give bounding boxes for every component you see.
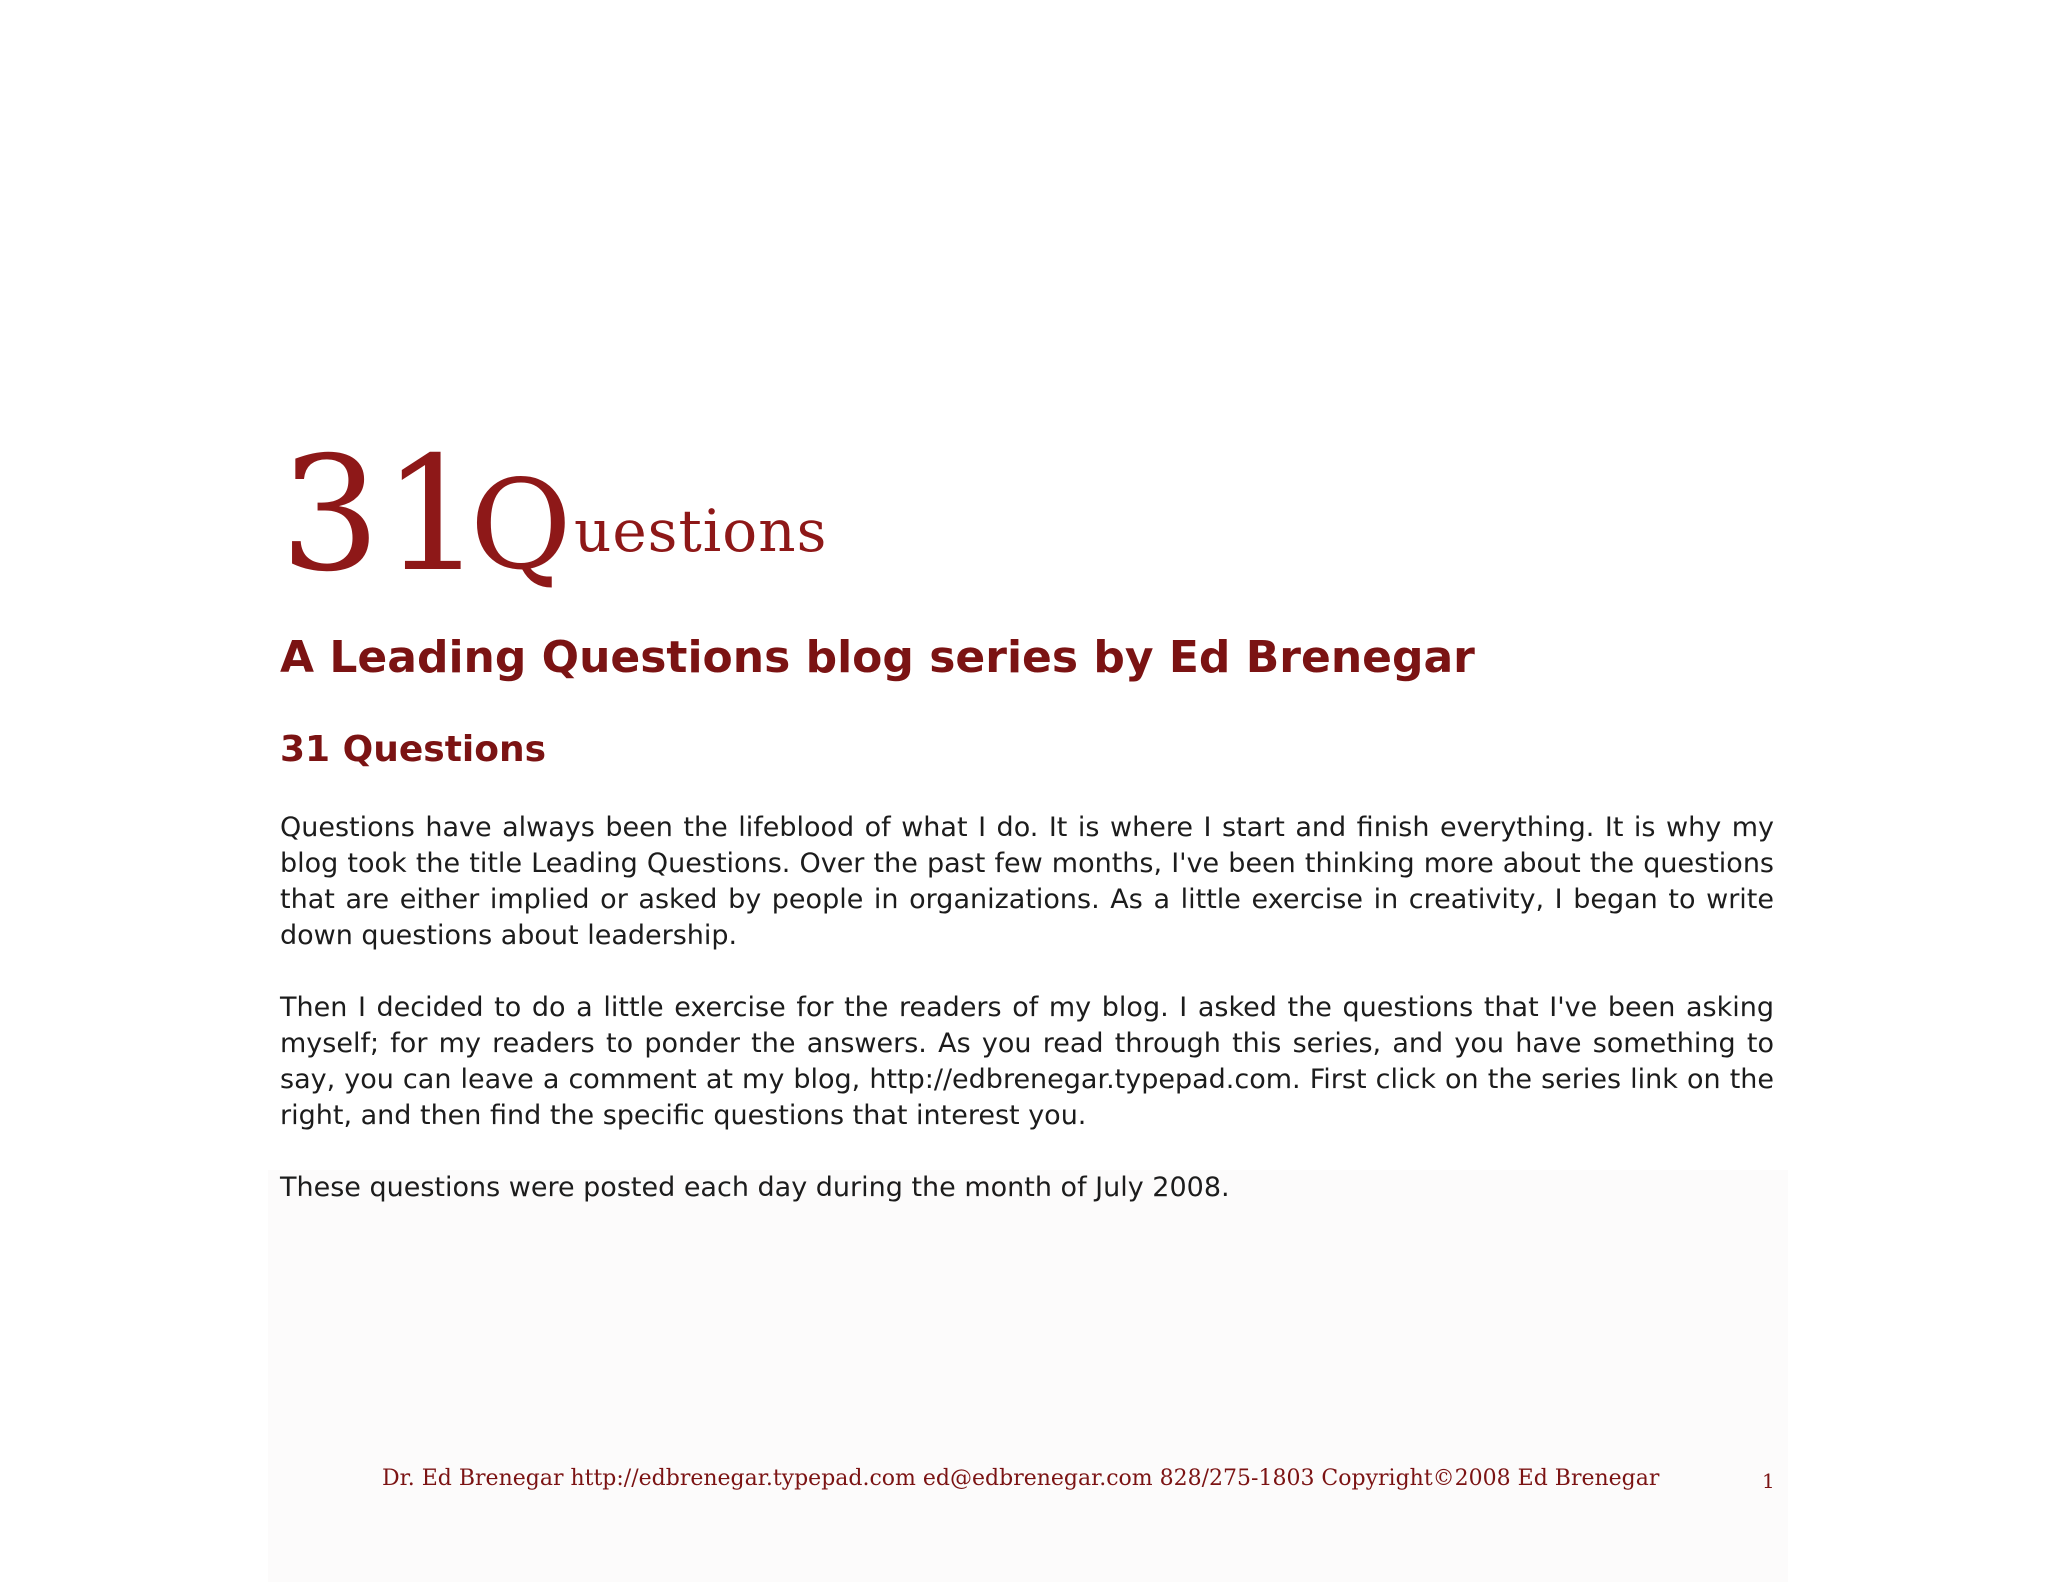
footer-contact: Dr. Ed Brenegar http://edbrenegar.typepad.com ed@edbrenegar.com 828/275-1803 Copyright©2008 Ed Brenegar <box>382 1466 1660 1491</box>
logo-number: 31 <box>280 423 486 607</box>
document-title: A Leading Questions blog series by Ed Brenegar <box>280 632 1475 683</box>
logo-q-letter: Q <box>470 454 572 598</box>
logo-word: uestions <box>574 497 828 565</box>
paragraph-intro: Questions have always been the lifeblood of what I do. It is where I start and finish everything. It is why my blog took the title Leading Questions. Over the past few months, I've been thinking more about the questions that are either implied or asked by people in organizations. As a little exercise in creativity, I began to write down questions about leadership. <box>280 812 1774 951</box>
section-heading: 31 Questions <box>280 729 547 770</box>
paragraph-dates: These questions were posted each day during the month of July 2008. <box>280 1172 1230 1203</box>
paragraph-readers: Then I decided to do a little exercise for the readers of my blog. I asked the questions that I've been asking myself; for my readers to ponder the answers. As you read through this series, and you have something to say, you can leave a comment at my blog, http://edbrenegar.typepad.com. First click on the series link on the right, and then find the specific questions that interest you. <box>280 992 1774 1131</box>
page-number: 1 <box>1762 1469 1775 1493</box>
body-text <box>280 810 1774 1242</box>
